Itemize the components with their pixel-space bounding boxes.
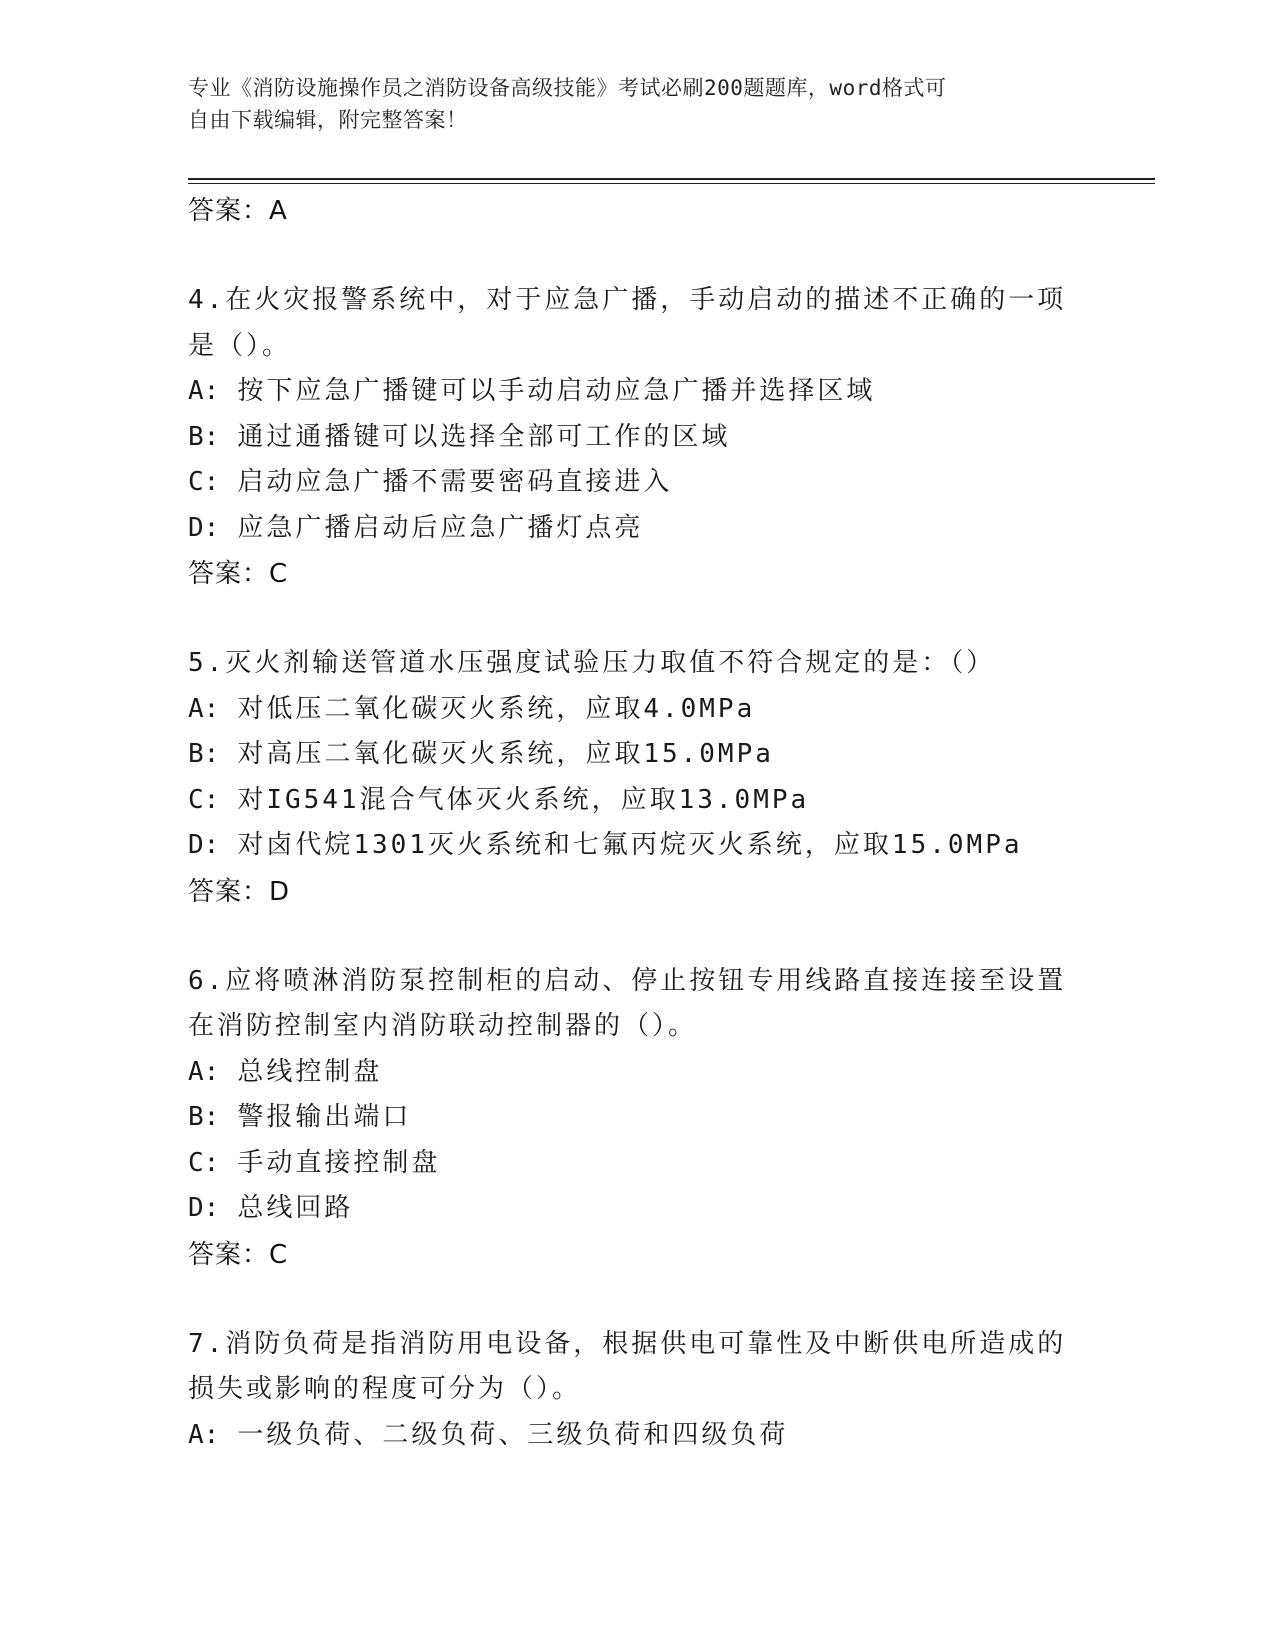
option-text: 对卤代烷1301灭火系统和七氟丙烷灭火系统，应取15.0MPa bbox=[237, 830, 1023, 860]
option-text: 对低压二氧化碳灭火系统，应取4.0MPa bbox=[237, 693, 756, 724]
question-content bbox=[188, 188, 1128, 1458]
question-7-text-line-2: 损失或影响的程度可分为（）。 bbox=[188, 1374, 582, 1404]
question-7 bbox=[188, 1322, 1128, 1459]
question-5-option-c bbox=[188, 778, 1128, 824]
option-label: D: bbox=[188, 1193, 220, 1223]
option-text: 通过通播键可以选择全部可工作的区域 bbox=[237, 421, 731, 452]
option-text: 应急广播启动后应急广播灯点亮 bbox=[237, 512, 644, 543]
question-4-answer: 答案：C bbox=[188, 559, 289, 589]
header-divider-thick bbox=[188, 178, 1155, 180]
question-7-option-a bbox=[188, 1413, 1128, 1459]
question-5-option-b bbox=[188, 732, 1128, 778]
question-4-text-line-2: 是（）。 bbox=[188, 330, 292, 361]
option-text: 启动应急广播不需要密码直接进入 bbox=[237, 467, 673, 497]
header-divider-thin bbox=[188, 183, 1155, 184]
question-4 bbox=[188, 278, 1128, 597]
question-6-text-line-2: 在消防控制室内消防联动控制器的（）。 bbox=[188, 1011, 698, 1041]
option-label: B: bbox=[188, 421, 220, 452]
question-7-text-line-1: 7.消防负荷是指消防用电设备，根据供电可靠性及中断供电所造成的 bbox=[188, 1328, 1067, 1359]
question-6-answer: 答案：C bbox=[188, 1239, 289, 1270]
question-6 bbox=[188, 959, 1128, 1278]
option-label: A: bbox=[188, 1056, 220, 1087]
option-text: 总线回路 bbox=[237, 1193, 354, 1223]
option-label: A: bbox=[188, 693, 220, 724]
question-4-option-c bbox=[188, 460, 1128, 506]
header-line-1: 专业《消防设施操作员之消防设备高级技能》考试必刷200题题库，word格式可 bbox=[188, 76, 947, 100]
option-label: C: bbox=[188, 784, 220, 815]
question-4-option-d bbox=[188, 506, 1128, 552]
question-4-option-b bbox=[188, 415, 1128, 461]
answer-previous-question: 答案：A bbox=[188, 196, 288, 226]
question-6-option-d bbox=[188, 1186, 1128, 1232]
question-5-option-a bbox=[188, 687, 1128, 733]
option-text: 对高压二氧化碳灭火系统，应取15.0MPa bbox=[237, 739, 774, 769]
option-text: 对IG541混合气体灭火系统，应取13.0MPa bbox=[237, 784, 810, 815]
option-text: 手动直接控制盘 bbox=[237, 1147, 441, 1178]
option-label: D: bbox=[188, 512, 220, 543]
option-label: C: bbox=[188, 1147, 220, 1178]
page-header bbox=[188, 72, 1068, 136]
header-line-2: 自由下载编辑，附完整答案！ bbox=[188, 108, 468, 132]
option-text: 总线控制盘 bbox=[237, 1056, 383, 1087]
option-label: C: bbox=[188, 467, 220, 497]
option-label: B: bbox=[188, 739, 220, 769]
option-text: 按下应急广播键可以手动启动应急广播并选择区域 bbox=[237, 376, 876, 406]
option-label: D: bbox=[188, 830, 220, 860]
question-6-option-c bbox=[188, 1141, 1128, 1187]
option-label: A: bbox=[188, 376, 220, 406]
question-5-option-d bbox=[188, 823, 1128, 869]
question-4-option-a bbox=[188, 369, 1128, 415]
option-label: A: bbox=[188, 1419, 220, 1450]
option-text: 警报输出端口 bbox=[237, 1102, 412, 1132]
option-text: 一级负荷、二级负荷、三级负荷和四级负荷 bbox=[237, 1419, 789, 1450]
question-5-text-line-1: 5.灭火剂输送管道水压强度试验压力取值不符合规定的是：（） bbox=[188, 648, 996, 678]
question-5 bbox=[188, 641, 1128, 915]
question-4-text-line-1: 4.在火灾报警系统中，对于应急广播，手动启动的描述不正确的一项 bbox=[188, 285, 1067, 315]
question-5-answer: 答案：D bbox=[188, 876, 291, 907]
question-6-option-a bbox=[188, 1050, 1128, 1096]
question-6-text-line-1: 6.应将喷淋消防泵控制柜的启动、停止按钮专用线路直接连接至设置 bbox=[188, 965, 1067, 996]
question-6-option-b bbox=[188, 1095, 1128, 1141]
option-label: B: bbox=[188, 1102, 220, 1132]
